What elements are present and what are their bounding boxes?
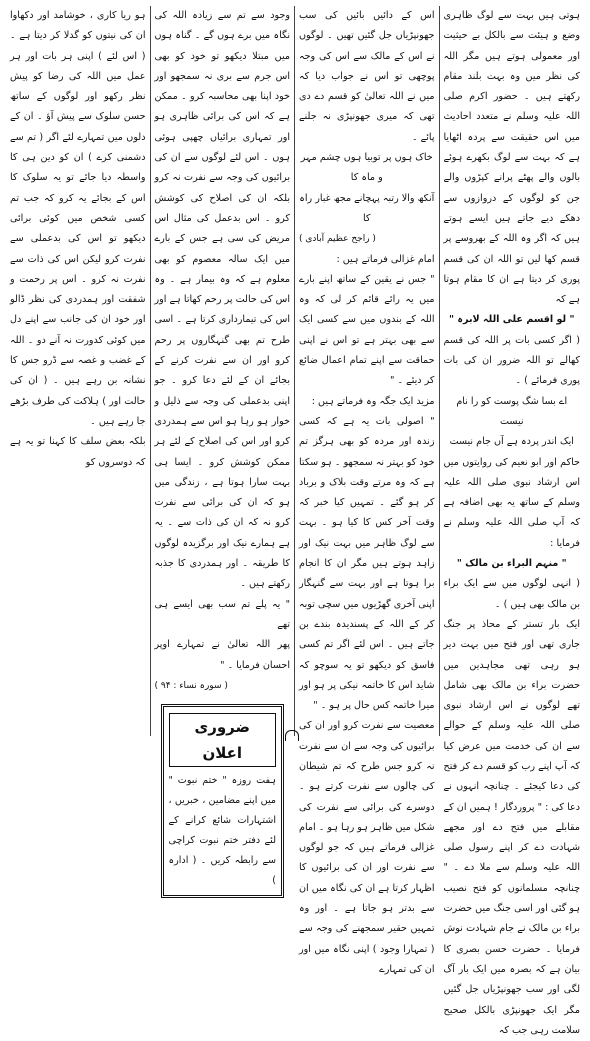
verse-line: اے بسا شگ پوست کو را نام نیست [456, 395, 568, 427]
paragraph: اس کے دائیں بائیں کی سب جھونپڑیاں جل گئیں تھیں ۔ لوگوں نے اس کے مالک سے اس کی وجہ پوچھی تو اس نے جواب دیا کہ میں نے اللہ تعالیٰ کو قسم دے دی تھی کہ میری جھونپڑی نہ جلنے پائے ۔ [299, 10, 435, 143]
page-folio-mark [285, 730, 299, 741]
paragraph: ہو ریا کاری ، خوشامد اور دکھاوا ان کی نیتوں کو گدلا کر دیتا ہے ۔ ( اس لئے ) اپنی ہر بات اور ہر عمل میں اللہ کی رضا کو پیش نظر رکھو اور لوگوں کے ساتھ حسن سلوک سے پیش آؤ ۔ ان کے دلوں میں تمہارے لئے اگر ( تم سے دشمنی کرے ) ان کو دین ہی کا واسطہ دیا جائے تو یہ سلوک کا اس کے بجائے یہ کرو کہ جب تم کسی شخص میں کوئی برائی دیکھو تو اس کی بدعملی سے نفرت کرو لیکن اس کی ذات سے نفرت نہ کرو ۔ اس پر رحمت و شفقت اور ہمدردی کی نظر ڈالو اور خود ان کی جانب سے اپنے دل میں کوئی کدورت نہ آنے دو ۔ اللہ کے غضب و غصہ سے ڈرو جس کا نشانہ بن رہے ہیں ۔ ( ان کی حالت اور ) ہلاکت کی طرف بڑھے جا رہے ہیں ۔ [10, 10, 146, 427]
announcement-body: ہفت روزہ " ختم نبوت " میں اپنے مضامین ، خبریں ، اشتہارات شائع کرانے کے لئے دفتر ختم نبوت کراچی سے رابطہ کریں ۔ ( ادارہ ) [168, 775, 276, 887]
paragraph: امام غزالی فرماتے ہیں : [336, 253, 435, 265]
paragraph: پھر اللہ تعالیٰ نے تمہارے اوپر احسان فرمایا ۔ " [154, 639, 290, 671]
column-2 [295, 6, 440, 975]
reference-line: ( راجح عظیم آبادی ) [299, 234, 376, 245]
column-3 [151, 6, 296, 887]
paragraph: مزید ایک جگہ وہ فرماتے ہیں : [311, 395, 435, 407]
verse-line: خاک ہوں پر توبیا ہوں چشم مہر و ماہ کا [300, 152, 433, 184]
paragraph: " اصولی بات یہ ہے کہ کسی زندہ اور مردہ کو بھی ہرگز تم خود کو بہتر نہ سمجھو ۔ ہو سکتا ہے کہ وہ مرتے وقت بلاک و برباد کر ہو گئے ۔ تمہیں کیا خبر کہ وقت آخر کس کا کیا ہو ۔ بہت سے لوگ ظاہر میں بہت نیک اور زاہد ہوتے ہیں مگر ان کا انجام برا ہوتا ہے اور بہت سے گنہگار اپنی آخری گھڑیوں میں سچی توبہ کر کے اللہ کے پسندیدہ بندے بن جاتے ہیں ۔ اس لئے اگر تم کسی فاسق کو دیکھو تو یہ سوچو کہ شاید اس کا خاتمہ نیکی پر ہو اور میرا خاتمہ کس حال پر ہو ۔ " [299, 415, 435, 712]
verse-line: ایک اندر پردہ ہے آں جام نیست [449, 436, 574, 448]
announcement-box [161, 704, 285, 898]
paragraph: ( انہی لوگوں میں سے ایک براء بن مالک بھی ہیں ) ۔ [443, 578, 580, 610]
verse-line: آنکھ والا رتبہ پہچانے مجھ غبار راہ کا [299, 192, 435, 224]
paragraph: بلکہ بعض سلف کا کہنا تو یہ ہے کہ دوسروں کو [10, 436, 146, 468]
paragraph: " جس نے یقین کے ساتھ اپنے بارے میں یہ رائے قائم کر لی کہ وہ اللہ کے بندوں میں سے کسی ایک سے بھی بہتر ہے تو اس نے اپنی حماقت سے اپنے تمام اعمال ضائع کر دیئے ۔ " [299, 273, 435, 387]
text-columns [6, 6, 584, 1036]
paragraph: ایک بار تستر کے محاذ پر جنگ جاری تھی اور فتح میں بہت دیر ہو رہی تھی مجاہدین میں حضرت براء بن مالک بھی شامل تھے لوگوں نے اس ارشاد نبوی صلی اللہ علیہ وسلم کے حوالے سے ان کی خدمت میں عرض کیا کہ آپ اپنے رب کو قسم دے کر فتح کی دعا کیجئے ۔ چنانچہ انہوں نے دعا کی : " پروردگار ! ہمیں ان کے مقابلے میں فتح دے اور مجھے شہادت دے کر اپنے رسول صلی اللہ علیہ وسلم سے ملا دے ۔ " چنانچہ مسلمانوں کو فتح نصیب ہو گئی اور اسی جنگ میں حضرت براء بن مالک نے جام شہادت نوش فرمایا ۔ حضرت حسن بصری کا بیان ہے کہ بصرہ میں ایک بار آگ لگی اور سب جھونپڑیاں جل گئیں مگر ایک جھونپڑی بالکل صحیح سلامت رہی جب کہ [443, 618, 580, 1036]
paragraph: معصیت سے نفرت کرو اور ان کی برائیوں کی وجہ سے ان سے نفرت نہ کرو جس طرح کہ تم شیطان کی چالوں سے نفرت کرتے ہو ۔ دوسرے کی برائی سے نفرت کی شکل میں ظاہر ہو رہا ہو ۔ امام غزالی فرماتے ہیں کہ جو لوگوں سے نفرت اور ان کی برائیوں کا اظہار کرتا ہے ان کی نگاہ میں ان سے بدتر ہو جاتا ہے ۔ اور وہ تمہیں حقیر سمجھنے کی وجہ سے ( تمہارا وجود ) اپنی نگاہ میں اور ان کی تمہارے [299, 720, 435, 975]
paragraph: ہوتی ہیں بہت سے لوگ ظاہری وضع و ہیئت سے بالکل بے حیثیت اور معمولی ہوتے ہیں مگر اللہ کی نظر میں وہ بہت بلند مقام رکھتے ہیں ۔ حضور اکرم صلی اللہ علیہ وسلم نے متعدد احادیث میں اس حقیقت سے پردہ اٹھایا ہے کہ بہت سے لوگ بکھرے ہوئے بالوں والے پھٹے پرانے کپڑوں والے جن کو لوگوں کے دروازوں سے دھکے دیے جاتے ہیں ایسے ہوتے ہیں کہ اگر وہ اللہ کے بھروسے پر قسم کھا لیں تو اللہ ان کی قسم پوری کر دیتا ہے ان کا مقام ہوتا ہے کہ [443, 10, 580, 306]
reference-line: ( سورہ نساء : ۹۴ ) [154, 680, 228, 691]
paragraph: " منہم البراء بن مالک " [456, 558, 567, 570]
paragraph: وجود سے تم سے زیادہ اللہ کی نگاہ میں برے ہوں گے ۔ گناہ ہوں میں مبتلا دیکھو تو خود کو بھی اس جرم سے بری نہ سمجھو اور خود اپنا بھی محاسبہ کرو ۔ ممکن ہے کہ اس کی برائی ظاہری ہو اور تمہاری برائیاں چھپی ہوئی ہوں ۔ اس لئے لوگوں سے ان کی برائیوں کی وجہ سے نفرت نہ کرو بلکہ ان کی اصلاح کی کوشش کرو ۔ اس بدعمل کی مثال اس مریض کی سی ہے جس کے بارے میں ایک سالہ معصوم کو بھی معلوم ہے کہ وہ بیمار ہے ۔ وہ اس کی حالت پر رحم کھاتا ہے اور اس کی تیمارداری کرتا ہے ۔ اسی طرح تم بھی گنہگاروں پر رحم کرو اور ان سے نفرت کرنے کے بجائے ان کے لئے دعا کرو ۔ جو اپنی بدعملی کی وجہ سے ذلیل و خوار ہو رہا ہو اس سے ہمدردی کرو اور اس کی اصلاح کے لئے ہر ممکن کوشش کرو ۔ ایسا ہی بہت سارا ہوتا ہے ، زندگی میں ہو کہ ان کی برائی سے نفرت کرو نہ کہ ان کی ذات سے ۔ یہ ہے ہمارے نیک اور برگزیدہ لوگوں کا طریقہ ۔ اور ہمدردی کا جذبہ رکھتے ہیں ۔ [154, 10, 290, 590]
paragraph: حاکم اور ابو نعیم کی روایتوں میں اس ارشاد نبوی صلی اللہ علیہ وسلم کے ساتھ یہ بھی اضافہ ہے کہ آپ صلی اللہ علیہ وسلم نے فرمایا : [443, 456, 580, 549]
paragraph: ( اگر کسی بات پر اللہ کی قسم کھالے تو اللہ ضرور ان کی بات پوری فرمائے ) ۔ [443, 334, 580, 387]
column-4 [6, 6, 151, 736]
paragraph: " لو اقسم علی اللہ لابرہ " [449, 314, 575, 326]
paragraph: " یہ پلے تم سب بھی ایسے ہی تھے [154, 598, 290, 630]
announcement-title: ضروری اعلان [169, 713, 277, 767]
column-1 [440, 6, 585, 1036]
